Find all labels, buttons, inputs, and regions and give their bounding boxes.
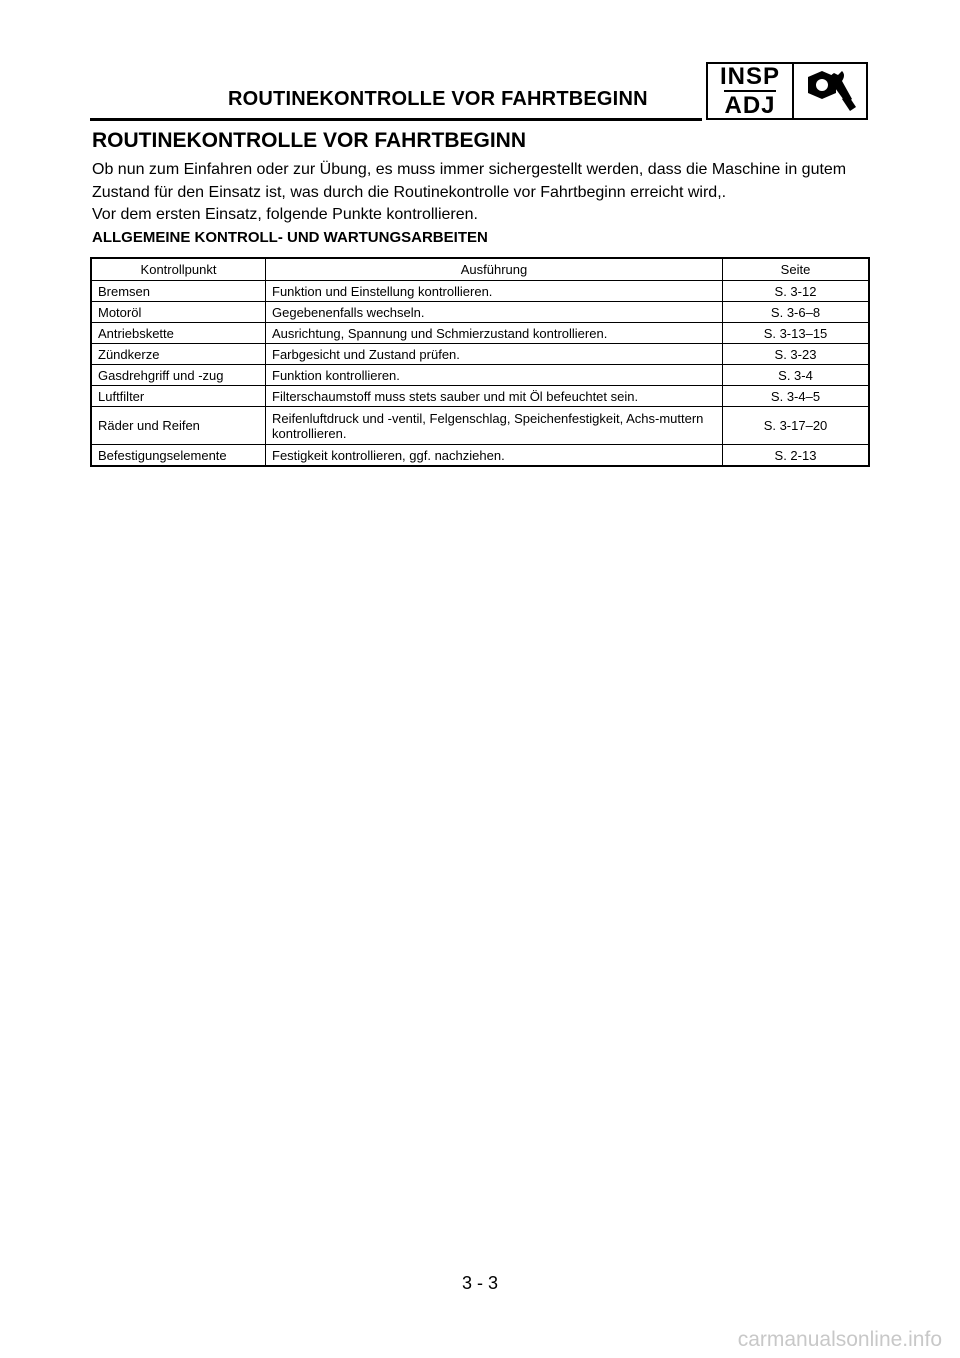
badge-text: [708, 64, 794, 118]
row-page: S. 2-13: [723, 445, 870, 467]
table-header-row: [91, 258, 869, 281]
table-row: [91, 445, 869, 467]
row-page: S. 3-4: [723, 365, 870, 386]
row-page: S. 3-12: [723, 281, 870, 302]
badge-adj-label: ADJ: [724, 91, 776, 119]
watermark: carmanualsonline.info: [737, 1328, 942, 1351]
row-action: Farbgesicht und Zustand prüfen.: [266, 344, 723, 365]
intro-text: [92, 159, 872, 227]
page-number: 3 - 3: [461, 1273, 499, 1293]
row-item: Räder und Reifen: [91, 407, 266, 445]
row-page: S. 3-17–20: [723, 407, 870, 445]
table-row: [91, 323, 869, 344]
badge-insp-label: INSP: [719, 62, 780, 90]
row-item: Bremsen: [91, 281, 266, 302]
running-header-title: ROUTINEKONTROLLE VOR FAHRTBEGINN: [228, 88, 648, 110]
table-row: [91, 344, 869, 365]
row-action: Filterschaumstoff muss stets sauber und mit Öl befeuchtet sein.: [266, 386, 723, 407]
row-item: Gasdrehgriff und -zug: [91, 365, 266, 386]
table-row: [91, 365, 869, 386]
insp-adj-badge: [706, 62, 868, 120]
table-heading: ALLGEMEINE KONTROLL- UND WARTUNGSARBEITEN: [92, 229, 488, 246]
row-page: S. 3-6–8: [723, 302, 870, 323]
section-title: ROUTINEKONTROLLE VOR FAHRTBEGINN: [92, 129, 526, 152]
row-item: Zündkerze: [91, 344, 266, 365]
intro-instruction: Vor dem ersten Einsatz, folgende Punkte kontrollieren.: [92, 206, 478, 223]
column-header-action: Ausführung: [266, 258, 723, 281]
row-item: Befestigungselemente: [91, 445, 266, 467]
row-action: Gegebenenfalls wechseln.: [266, 302, 723, 323]
row-page: S. 3-23: [723, 344, 870, 365]
maintenance-table: [90, 257, 870, 467]
column-header-item: Kontrollpunkt: [91, 258, 266, 281]
row-action: Ausrichtung, Spannung und Schmierzustand kontrollieren.: [266, 323, 723, 344]
row-item: Luftfilter: [91, 386, 266, 407]
row-action: Festigkeit kontrollieren, ggf. nachziehen.: [266, 445, 723, 467]
header-rule: [90, 118, 702, 121]
column-header-page: Seite: [723, 258, 870, 281]
row-item: Antriebskette: [91, 323, 266, 344]
wrench-nut-icon: [794, 64, 866, 118]
row-page: S. 3-13–15: [723, 323, 870, 344]
table-row: [91, 281, 869, 302]
row-action: Funktion kontrollieren.: [266, 365, 723, 386]
table-row: [91, 386, 869, 407]
row-item: Motoröl: [91, 302, 266, 323]
table-row: [91, 407, 869, 445]
row-action: Reifenluftdruck und -ventil, Felgenschlag, Speichenfestigkeit, Achs-muttern kontrollieren.: [266, 407, 723, 445]
intro-paragraph: Ob nun zum Einfahren oder zur Übung, es muss immer sichergestellt werden, dass die Maschine in gutem Zustand für den Einsatz ist, was durch die Routinekontrolle vor Fahrtbeginn erreicht wird,.: [92, 161, 847, 201]
row-page: S. 3-4–5: [723, 386, 870, 407]
row-action: Funktion und Einstellung kontrollieren.: [266, 281, 723, 302]
table-row: [91, 302, 869, 323]
